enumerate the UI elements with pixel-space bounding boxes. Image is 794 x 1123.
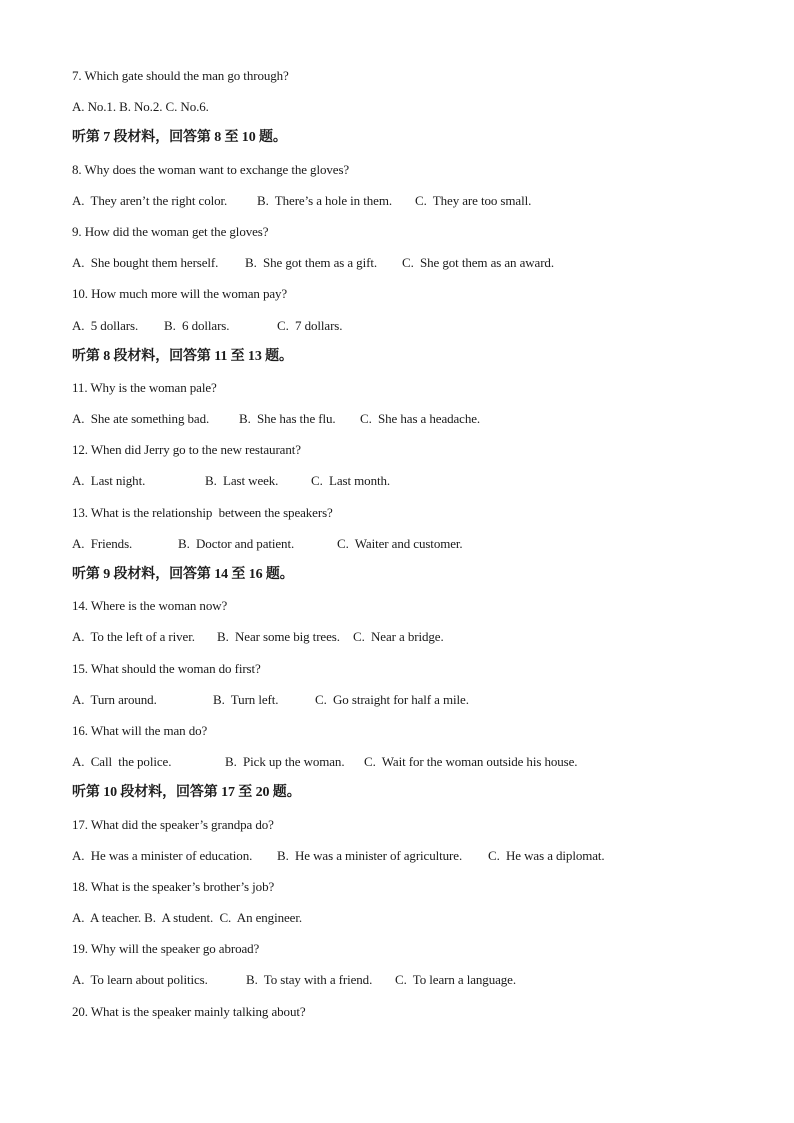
question-text: 14. Where is the woman now? [72, 598, 228, 614]
answer-option: A. She ate something bad. [72, 411, 210, 427]
section-heading: 听第 8 段材料，回答第 11 至 13 题。 [72, 348, 293, 364]
section-heading: 听第 10 段材料，回答第 17 至 20 题。 [72, 785, 301, 801]
question-text: 9. How did the woman get the gloves? [72, 223, 269, 239]
question-text: 16. What will the man do? [72, 722, 208, 738]
answer-option: B. Near some big trees. [217, 629, 340, 645]
answer-option: B. Turn left. [213, 691, 279, 707]
answer-option: A. To the left of a river. [72, 629, 195, 645]
answer-options [72, 690, 752, 721]
question-text: 11. Why is the woman pale? [72, 379, 217, 395]
answer-option: C. He was a diplomat. [488, 847, 605, 863]
answer-option: C. To learn a language. [395, 972, 516, 988]
answer-option: B. He was a minister of agriculture. [277, 847, 463, 863]
section-heading: 听第 9 段材料，回答第 14 至 16 题。 [72, 567, 294, 582]
answer-option: B. Pick up the woman. [225, 754, 345, 770]
answer-options [72, 253, 752, 284]
answer-options [72, 534, 752, 565]
answer-options [72, 409, 752, 440]
answer-option: A. Friends. [72, 535, 133, 551]
answer-option: A. They aren’t the right color. [72, 192, 228, 208]
section-heading: 听第 7 段材料，回答第 8 至 10 题。 [72, 130, 287, 146]
answer-option: A. Turn around. [72, 691, 157, 707]
answer-option: A. No.1. B. No.2. C. No.6. [72, 99, 209, 115]
question-text: 8. Why does the woman want to exchange the gloves? [72, 161, 350, 177]
question-text: 17. What did the speaker’s grandpa do? [72, 816, 274, 832]
answer-option: C. Last month. [311, 473, 391, 489]
answer-option: B. Last week. [205, 473, 279, 489]
answer-options [72, 752, 752, 783]
answer-option: B. She got them as a gift. [245, 255, 377, 271]
answer-option: A. He was a minister of education. [72, 847, 253, 863]
answer-option: C. She got them as an award. [402, 255, 554, 271]
answer-options [72, 908, 752, 939]
answer-options [72, 97, 752, 128]
answer-option: A. Call the police. [72, 754, 172, 770]
answer-options [72, 627, 752, 658]
answer-option: A. Last night. [72, 473, 146, 489]
answer-option: B. She has the flu. [239, 411, 336, 427]
answer-options [72, 316, 752, 347]
answer-options [72, 846, 752, 877]
answer-options [72, 191, 752, 222]
question-text: 7. Which gate should the man go through? [72, 68, 289, 83]
question-text: 15. What should the woman do first? [72, 660, 261, 676]
question-text: 20. What is the speaker mainly talking about? [72, 1003, 306, 1019]
answer-option: B. 6 dollars. [164, 317, 230, 333]
answer-option: C. She has a headache. [360, 411, 481, 427]
answer-option: B. There’s a hole in them. [257, 192, 392, 208]
answer-options [72, 970, 752, 1001]
answer-option: A. 5 dollars. [72, 317, 139, 333]
answer-option: A. To learn about politics. [72, 972, 208, 988]
question-text: 10. How much more will the woman pay? [72, 286, 288, 302]
answer-options [72, 471, 752, 502]
answer-option: B. To stay with a friend. [246, 972, 373, 988]
question-text: 19. Why will the speaker go abroad? [72, 941, 260, 957]
answer-option: C. Wait for the woman outside his house. [364, 754, 578, 770]
exam-page [72, 66, 752, 1033]
answer-option: C. Waiter and customer. [337, 535, 463, 551]
answer-option: A. A teacher. B. A student. C. An engineer. [72, 910, 302, 926]
question-text: 12. When did Jerry go to the new restaurant? [72, 442, 301, 458]
answer-option: C. Near a bridge. [353, 629, 444, 645]
answer-option: C. Go straight for half a mile. [315, 691, 469, 707]
answer-option: B. Doctor and patient. [178, 535, 295, 551]
question-text: 13. What is the relationship between the speakers? [72, 504, 333, 520]
answer-option: A. She bought them herself. [72, 255, 219, 271]
answer-option: C. They are too small. [415, 192, 532, 208]
answer-option: C. 7 dollars. [277, 317, 343, 333]
question-text: 18. What is the speaker’s brother’s job? [72, 878, 275, 894]
